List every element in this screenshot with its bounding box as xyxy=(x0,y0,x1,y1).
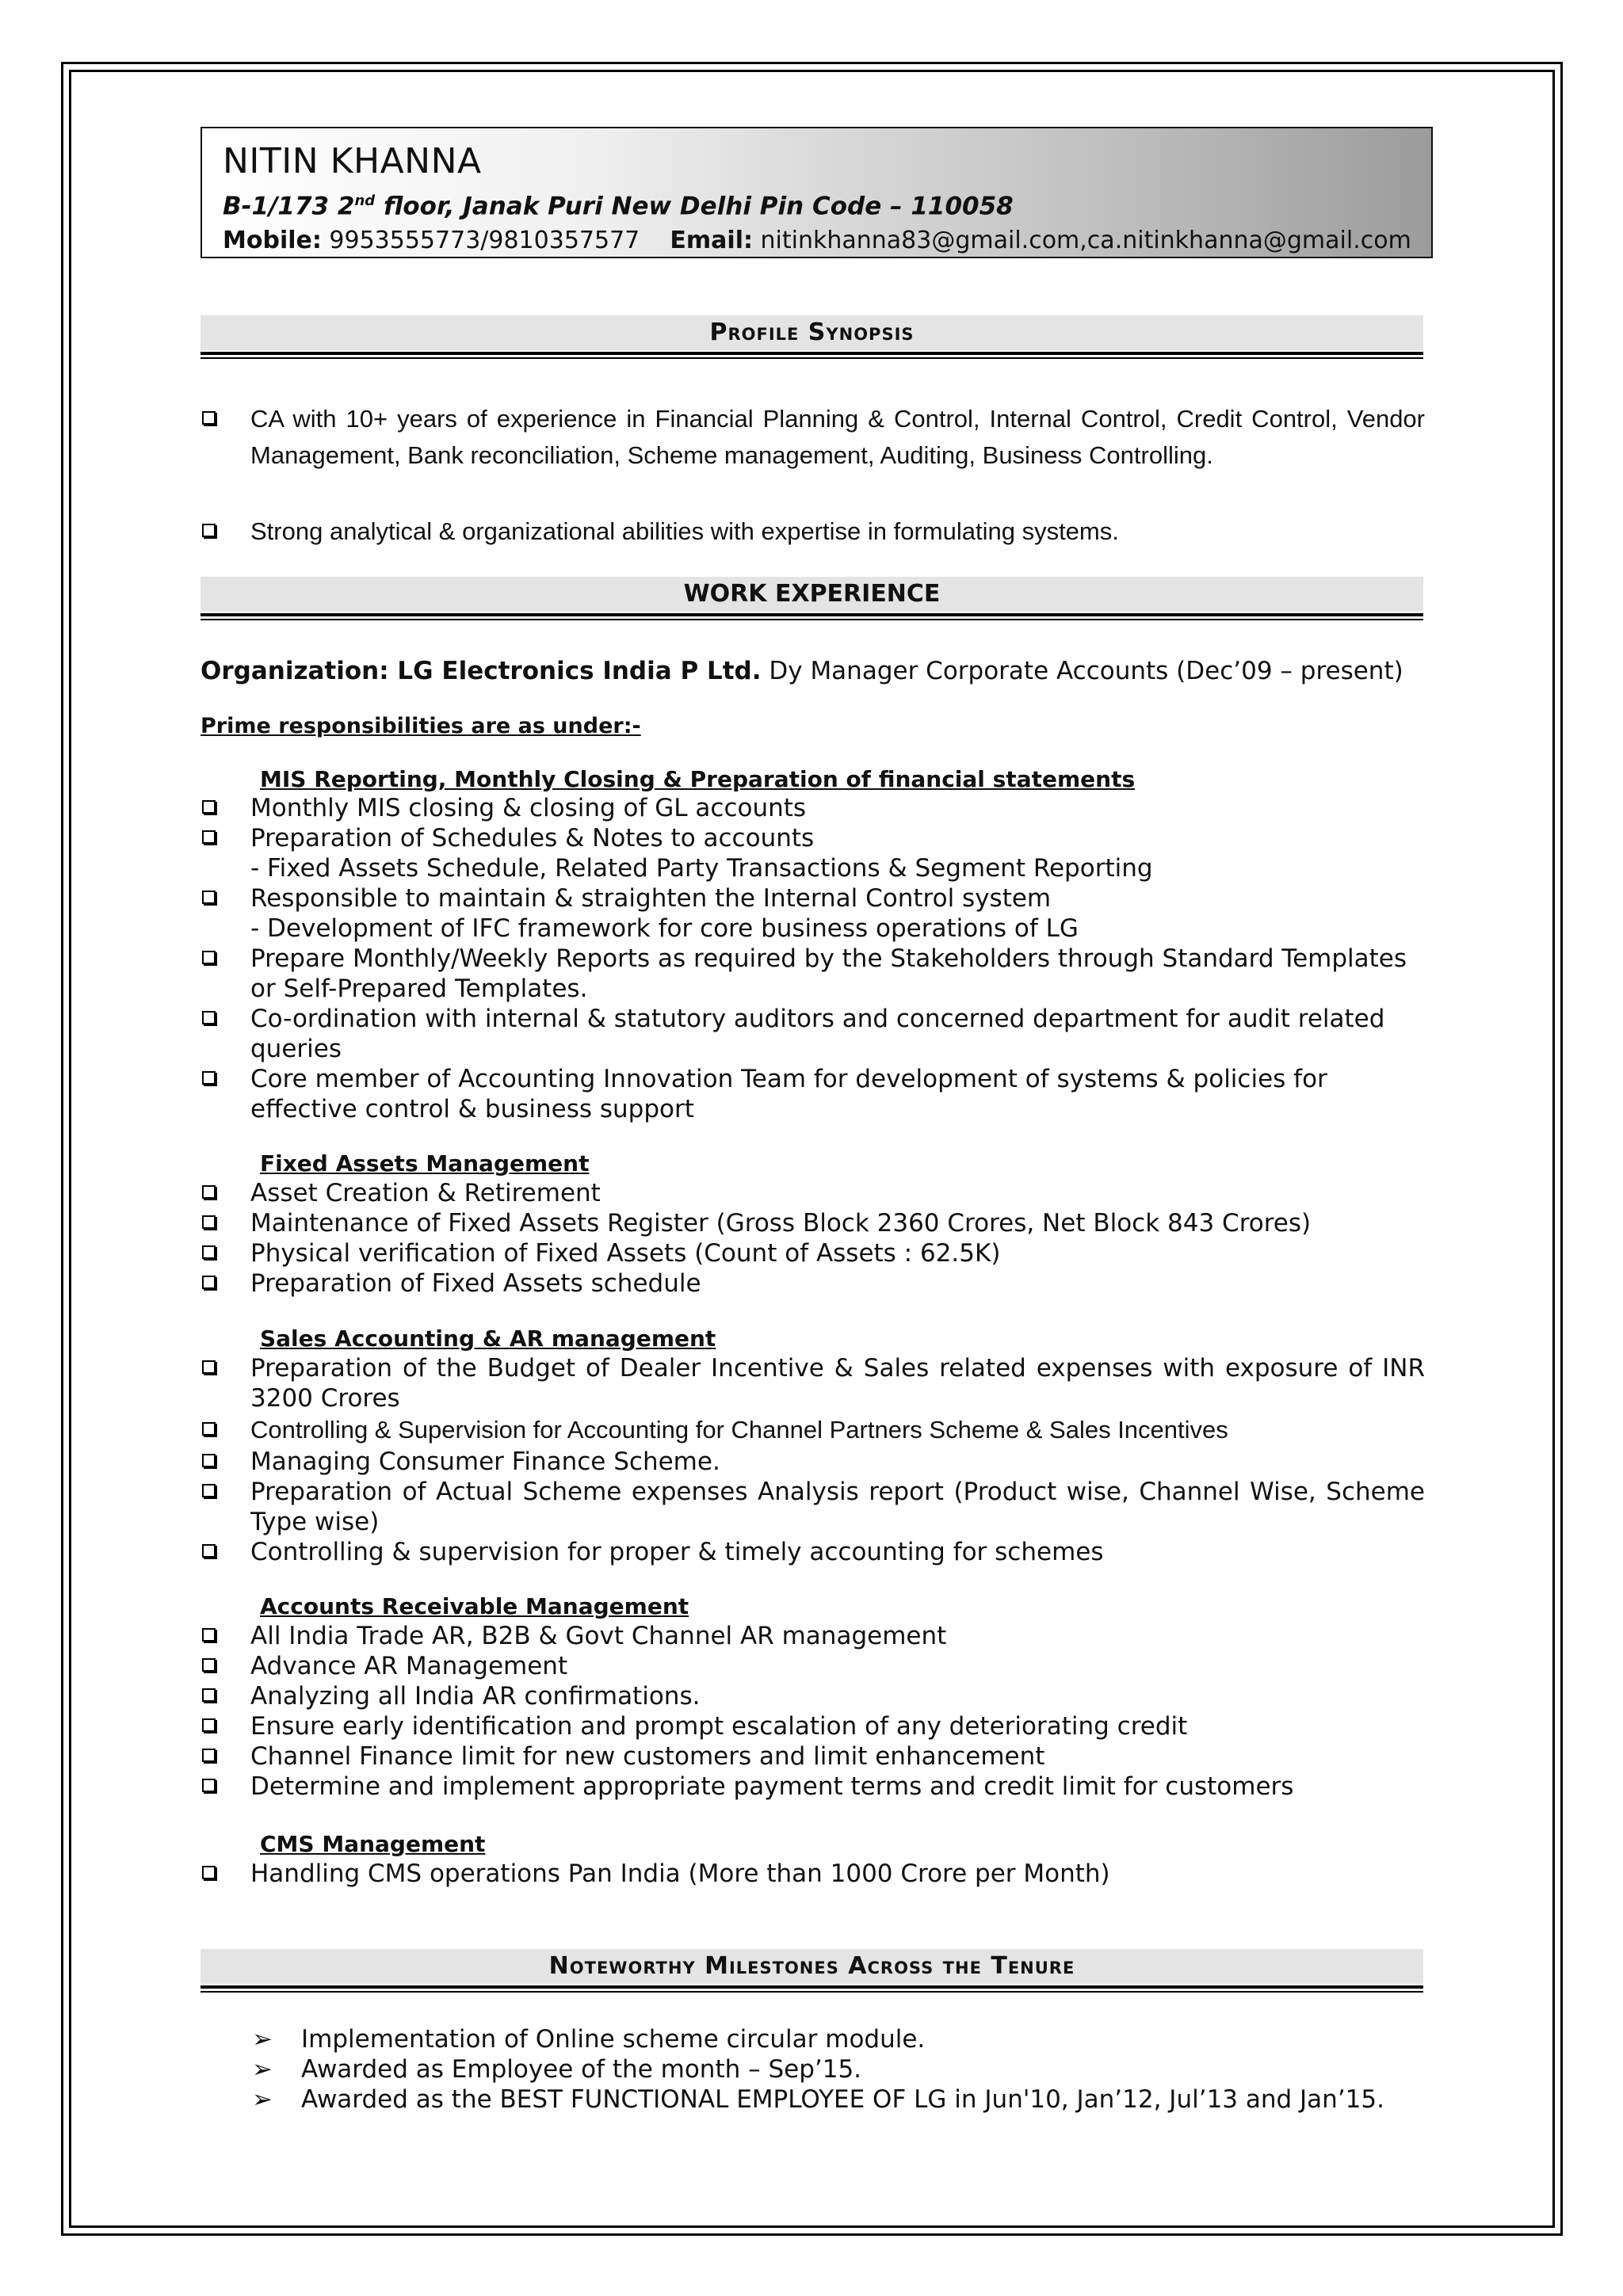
list-item: Prepare Monthly/Weekly Reports as required by the Stakeholders through Standard Templates or Self-Prepared Templates. xyxy=(200,944,1425,1004)
section-heading-milestones: Noteworthy Milestones Across the Tenure xyxy=(200,1949,1423,1984)
candidate-name: NITIN KHANNA xyxy=(223,141,482,181)
header-box xyxy=(200,127,1433,258)
list-item: Advance AR Management xyxy=(200,1651,1425,1681)
checkbox-bullet-icon xyxy=(202,891,216,904)
checkbox-bullet-icon xyxy=(202,1544,216,1558)
list-item: Asset Creation & Retirement xyxy=(200,1178,1425,1208)
list-item: Analyzing all India AR confirmations. xyxy=(200,1681,1425,1711)
checkbox-bullet-icon xyxy=(202,1276,216,1289)
checkbox-bullet-icon xyxy=(202,1215,216,1229)
list-item: Preparation of Actual Scheme expenses Analysis report (Product wise, Channel Wise, Scheme Type wise) xyxy=(200,1477,1425,1537)
checkbox-bullet-icon xyxy=(202,1245,216,1259)
list-item: Controlling & supervision for proper & timely accounting for schemes xyxy=(200,1537,1425,1567)
list-item: Handling CMS operations Pan India (More than 1000 Crore per Month) xyxy=(200,1859,1425,1889)
list-item: Responsible to maintain & straighten the Internal Control system - Development of IFC framework for core business operations of LG xyxy=(200,883,1425,944)
checkbox-bullet-icon xyxy=(202,1718,216,1732)
checkbox-bullet-icon xyxy=(202,1779,216,1792)
list-item: Co-ordination with internal & statutory auditors and concerned department for audit related queries xyxy=(200,1004,1425,1064)
list-item: Strong analytical & organizational abilities with expertise in formulating systems. xyxy=(200,517,1425,547)
subheading-mis: MIS Reporting, Monthly Closing & Preparation of financial statements xyxy=(260,766,1136,792)
checkbox-bullet-icon xyxy=(202,1185,216,1199)
address: B-1/173 2nd floor, Janak Puri New Delhi Pin Code – 110058 xyxy=(223,192,1014,221)
checkbox-bullet-icon xyxy=(202,1360,216,1374)
contact-line xyxy=(223,223,1431,258)
arrow-bullet-icon: ➢ xyxy=(252,2055,273,2084)
prime-responsibilities-label: Prime responsibilities are as under:- xyxy=(200,714,641,738)
mobile-label: Mobile: xyxy=(223,227,322,255)
list-item: Monthly MIS closing & closing of GL accounts xyxy=(200,793,1425,823)
checkbox-bullet-icon xyxy=(202,1484,216,1497)
checkbox-bullet-icon xyxy=(202,1071,216,1085)
checkbox-bullet-icon xyxy=(202,1688,216,1702)
list-item: Core member of Accounting Innovation Team for development of systems & policies for effective control & business support xyxy=(200,1064,1425,1124)
list-item: ➢ Implementation of Online scheme circular module. xyxy=(252,2025,926,2054)
list-item: Preparation of Fixed Assets schedule xyxy=(200,1268,1425,1299)
email-address: nitinkhanna83@gmail.com,ca.nitinkhanna@gmail.com xyxy=(760,227,1411,255)
arrow-bullet-icon: ➢ xyxy=(252,2085,273,2114)
organization-line: Organization: LG Electronics India P Ltd. Dy Manager Corporate Accounts (Dec’09 – present) xyxy=(200,657,1403,685)
section-heading-profile: Profile Synopsis xyxy=(200,315,1423,350)
list-item: Physical verification of Fixed Assets (Count of Assets : 62.5K) xyxy=(200,1238,1425,1268)
list-item: All India Trade AR, B2B & Govt Channel AR management xyxy=(200,1621,1425,1651)
checkbox-bullet-icon xyxy=(202,411,216,425)
subheading-fixed-assets: Fixed Assets Management xyxy=(260,1150,590,1177)
checkbox-bullet-icon xyxy=(202,1866,216,1879)
list-item: Determine and implement appropriate payment terms and credit limit for customers xyxy=(200,1772,1425,1802)
subheading-cms: CMS Management xyxy=(260,1831,486,1857)
list-item: Ensure early identification and prompt escalation of any deteriorating credit xyxy=(200,1711,1425,1741)
email-label: Email: xyxy=(670,227,753,255)
checkbox-bullet-icon xyxy=(202,800,216,814)
section-heading-work: WORK EXPERIENCE xyxy=(200,577,1423,612)
list-item: CA with 10+ years of experience in Financial Planning & Control, Internal Control, Credit Control, Vendor Management, Bank reconciliation, Scheme management, Auditing, Business Controlling. xyxy=(200,404,1425,474)
checkbox-bullet-icon xyxy=(202,524,216,537)
subheading-ar: Accounts Receivable Management xyxy=(260,1593,689,1619)
checkbox-bullet-icon xyxy=(202,1658,216,1672)
list-item: ➢ Awarded as the BEST FUNCTIONAL EMPLOYEE OF LG in Jun'10, Jan’12, Jul’13 and Jan’15. xyxy=(252,2085,1384,2114)
list-item: Preparation of the Budget of Dealer Incentive & Sales related expenses with exposure of INR 3200 Crores xyxy=(200,1353,1425,1413)
page-border-inner xyxy=(69,70,1555,2228)
list-item: ➢ Awarded as Employee of the month – Sep’15. xyxy=(252,2055,862,2084)
list-item: Maintenance of Fixed Assets Register (Gross Block 2360 Crores, Net Block 843 Crores) xyxy=(200,1208,1425,1238)
checkbox-bullet-icon xyxy=(202,830,216,844)
mobile-number: 9953555773/9810357577 xyxy=(329,227,640,255)
list-item: Controlling & Supervision for Accounting for Channel Partners Scheme & Sales Incentives xyxy=(200,1415,1425,1445)
list-item: Preparation of Schedules & Notes to accounts - Fixed Assets Schedule, Related Party Transactions & Segment Reporting xyxy=(200,823,1425,883)
list-item: Channel Finance limit for new customers and limit enhancement xyxy=(200,1741,1425,1772)
checkbox-bullet-icon xyxy=(202,1011,216,1024)
arrow-bullet-icon: ➢ xyxy=(252,2025,273,2054)
checkbox-bullet-icon xyxy=(202,1749,216,1762)
checkbox-bullet-icon xyxy=(202,951,216,964)
list-item: Managing Consumer Finance Scheme. xyxy=(200,1447,1425,1477)
checkbox-bullet-icon xyxy=(202,1422,216,1436)
subheading-sales: Sales Accounting & AR management xyxy=(260,1325,716,1352)
checkbox-bullet-icon xyxy=(202,1628,216,1642)
checkbox-bullet-icon xyxy=(202,1454,216,1467)
